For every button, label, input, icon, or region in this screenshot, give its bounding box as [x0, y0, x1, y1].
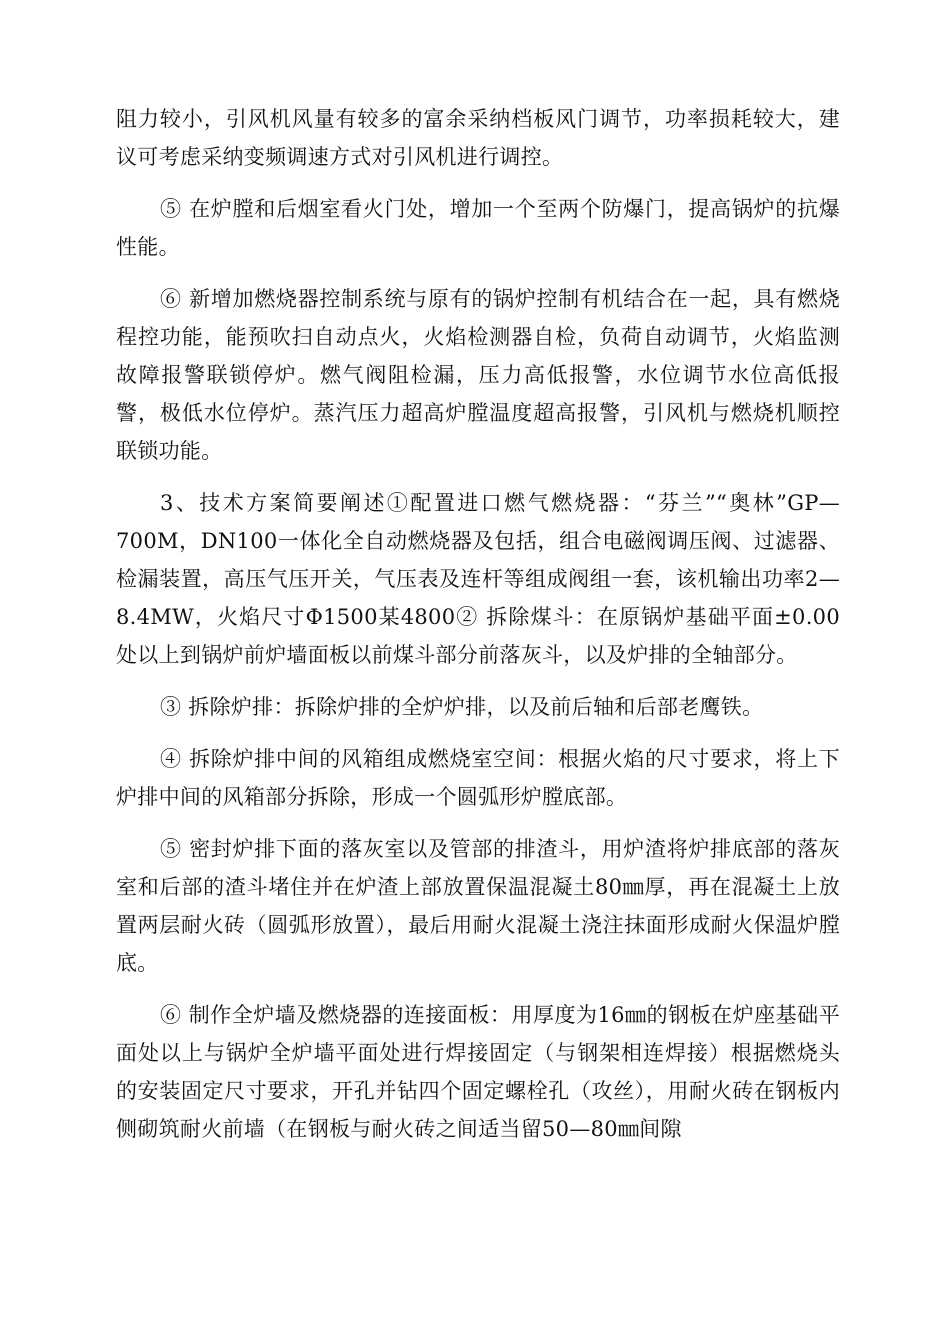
paragraph-8: ⑥ 制作全炉墙及燃烧器的连接面板：用厚度为16㎜的钢板在炉座基础平面处以上与锅炉全炉墙平面处进行焊接固定（与钢架相连焊接）根据燃烧头的安装固定尺寸要求，开孔并钻四个固定螺栓孔（攻丝），用耐火砖在钢板内侧砌筑耐火前墙（在钢板与耐火砖之间适当留50—80㎜间隙 — [116, 1003, 840, 1141]
paragraph-7: ⑤ 密封炉排下面的落灰室以及管部的排渣斗，用炉渣将炉排底部的落灰室和后部的渣斗堵住并在炉渣上部放置保温混凝土80㎜厚，再在混凝土上放置两层耐火砖（圆弧形放置），最后用耐火混凝土浇注抹面形成耐火保温炉膛底。 — [116, 837, 840, 975]
paragraph-5: ③ 拆除炉排：拆除炉排的全炉炉排，以及前后轴和后部老鹰铁。 — [160, 695, 764, 719]
paragraph-2: ⑤ 在炉膛和后烟室看火门处，增加一个至两个防爆门，提高锅炉的抗爆性能。 — [116, 197, 840, 259]
paragraph-6: ④ 拆除炉排中间的风箱组成燃烧室空间：根据火焰的尺寸要求，将上下炉排中间的风箱部分拆除，形成一个圆弧形炉膛底部。 — [116, 747, 840, 809]
paragraph-4: 3、技术方案简要阐述①配置进口燃气燃烧器：“芬兰”“奥林”GP—700M，DN100一体化全自动燃烧器及包括，组合电磁阀调压阀、过滤器、检漏装置，高压气压开关，气压表及连杆等组成阀组一套，该机输出功率2—8.4MW，火焰尺寸Φ1500某4800② 拆除煤斗：在原锅炉基础平面±0.00处以上到锅炉前炉墙面板以前煤斗部分前落灰斗，以及炉排的全轴部分。 — [116, 491, 840, 667]
document-body — [116, 100, 840, 1162]
paragraph-1: 阻力较小，引风机风量有较多的富余采纳档板风门调节，功率损耗较大，建议可考虑采纳变频调速方式对引风机进行调控。 — [116, 107, 840, 169]
paragraph-3: ⑥ 新增加燃烧器控制系统与原有的锅炉控制有机结合在一起，具有燃烧程控功能，能预吹扫自动点火，火焰检测器自检，负荷自动调节，火焰监测故障报警联锁停炉。燃气阀阻检漏，压力高低报警，水位调节水位高低报警，极低水位停炉。蒸汽压力超高炉膛温度超高报警，引风机与燃烧机顺控联锁功能。 — [116, 287, 840, 463]
